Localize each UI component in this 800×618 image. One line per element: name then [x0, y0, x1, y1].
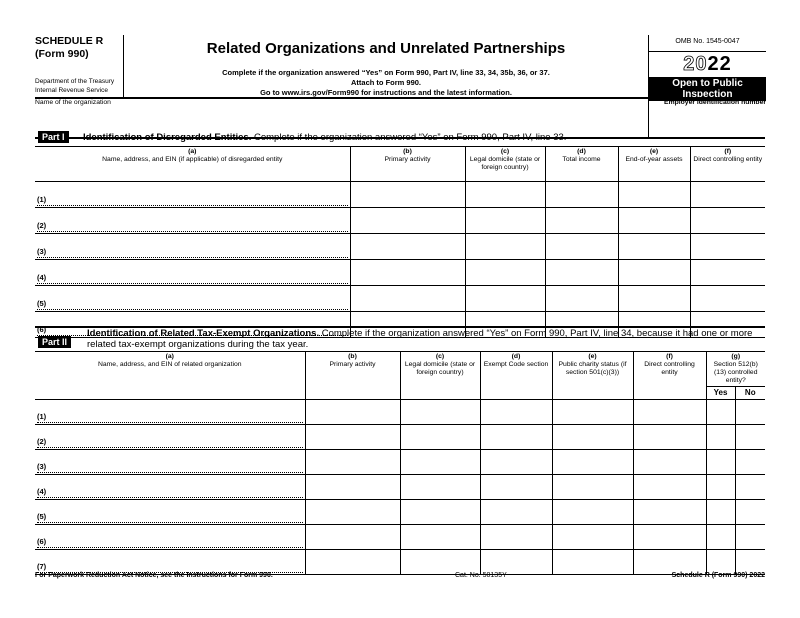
column-title: Name, address, and EIN of related organization	[97, 361, 242, 368]
table-cell[interactable]	[633, 550, 706, 575]
column-title: Public charity status (if section 501(c)(3))	[558, 361, 627, 376]
row-number: (4)	[37, 487, 303, 498]
agency	[35, 77, 114, 95]
column-letter: (c)	[500, 148, 510, 155]
table-row	[35, 400, 765, 425]
name-cell[interactable]	[35, 475, 305, 500]
table-cell[interactable]	[690, 182, 765, 208]
column-header	[552, 352, 633, 400]
table-cell[interactable]	[480, 475, 552, 500]
table-cell[interactable]	[690, 260, 765, 286]
column-header	[350, 147, 465, 182]
column-letter: (a)	[188, 148, 197, 155]
column-letter: (f)	[666, 353, 673, 360]
column-title: Total income	[562, 156, 601, 163]
column-title: Name, address, and EIN (if applicable) of disregarded entity	[102, 156, 283, 163]
table-cell[interactable]	[706, 550, 735, 575]
tax-year	[649, 52, 766, 76]
table-cell[interactable]	[400, 525, 480, 550]
table-row	[35, 550, 765, 575]
name-cell[interactable]	[35, 400, 305, 425]
table-cell[interactable]	[706, 475, 735, 500]
row-number: (3)	[37, 462, 303, 473]
table-cell[interactable]	[706, 400, 735, 425]
part1-heading	[38, 127, 566, 145]
form-number: (Form 990)	[35, 48, 89, 60]
table-cell[interactable]	[545, 208, 618, 234]
table-cell[interactable]	[305, 500, 400, 525]
column-header	[305, 352, 400, 400]
table-cell[interactable]	[305, 400, 400, 425]
form-id-block	[35, 35, 124, 97]
table-cell[interactable]	[706, 450, 735, 475]
row-number: (7)	[37, 562, 303, 573]
table-cell[interactable]	[305, 450, 400, 475]
instruction-line: Go to www.irs.gov/Form990 for instructions and the latest information.	[260, 88, 512, 97]
column-no: No	[735, 387, 765, 400]
row-number: (1)	[37, 412, 303, 423]
column-title: Exempt Code section	[483, 361, 549, 368]
column-title: Legal domicile (state or foreign country)	[469, 156, 541, 171]
row-number: (3)	[37, 247, 348, 258]
column-header	[706, 352, 765, 387]
table-cell[interactable]	[480, 500, 552, 525]
table-cell[interactable]	[633, 525, 706, 550]
part2-label: Part II	[38, 336, 71, 348]
table-cell[interactable]	[400, 550, 480, 575]
table-cell[interactable]	[465, 182, 545, 208]
column-letter: (a)	[165, 353, 174, 360]
badge-line: Inspection	[682, 89, 733, 100]
table-cell[interactable]	[706, 425, 735, 450]
column-letter: (c)	[435, 353, 445, 360]
table-cell[interactable]	[350, 208, 465, 234]
table-cell[interactable]	[633, 500, 706, 525]
table-cell[interactable]	[350, 286, 465, 312]
column-header	[35, 352, 305, 400]
table-cell[interactable]	[552, 450, 633, 475]
column-title: Section 512(b)(13) controlled entity?	[713, 361, 758, 384]
table-cell[interactable]	[618, 208, 690, 234]
table-cell[interactable]	[618, 234, 690, 260]
table-row	[35, 450, 765, 475]
name-cell[interactable]	[35, 182, 350, 208]
form-instructions	[124, 68, 648, 98]
irs-line: Internal Revenue Service	[35, 87, 108, 94]
row-number: (6)	[37, 537, 303, 548]
table-cell[interactable]	[480, 400, 552, 425]
table-cell[interactable]	[690, 234, 765, 260]
paperwork-notice: For Paperwork Reduction Act Notice, see the Instructions for Form 990.	[35, 572, 273, 579]
column-letter: (e)	[649, 148, 659, 155]
column-letter: (g)	[731, 353, 741, 360]
table-cell[interactable]	[480, 450, 552, 475]
form-title: Related Organizations and Unrelated Partnerships	[206, 40, 566, 57]
column-yes: Yes	[706, 387, 735, 400]
column-letter: (b)	[403, 148, 412, 155]
table-cell[interactable]	[350, 260, 465, 286]
header-row	[35, 352, 765, 387]
table-cell[interactable]	[706, 500, 735, 525]
column-header	[618, 147, 690, 182]
row-number: (6)	[37, 325, 348, 336]
table-cell[interactable]	[305, 425, 400, 450]
table-row	[35, 425, 765, 450]
part1-desc: Complete if the organization answered “Yes” on Form 990, Part IV, line 33.	[251, 132, 567, 143]
part1-title: Identification of Disregarded Entities.	[82, 132, 252, 143]
column-title: Primary activity	[329, 361, 376, 368]
table-cell[interactable]	[618, 260, 690, 286]
part2-table	[35, 351, 765, 575]
table-cell[interactable]	[465, 208, 545, 234]
table-cell[interactable]	[480, 525, 552, 550]
column-header	[400, 352, 480, 400]
name-cell[interactable]	[35, 234, 350, 260]
table-row	[35, 182, 765, 208]
table-cell[interactable]	[545, 234, 618, 260]
table-cell[interactable]	[735, 450, 765, 475]
name-cell[interactable]	[35, 260, 350, 286]
ein-label: Employer identification number	[664, 99, 766, 106]
column-header	[35, 147, 350, 182]
table-cell[interactable]	[618, 182, 690, 208]
catalog-number: Cat. No. 50135Y	[455, 572, 507, 579]
name-cell[interactable]	[35, 450, 305, 475]
name-cell[interactable]	[35, 550, 305, 575]
table-row	[35, 260, 765, 286]
table-cell[interactable]	[618, 286, 690, 312]
org-name-label: Name of the organization	[35, 99, 111, 106]
table-cell[interactable]	[690, 286, 765, 312]
table-cell[interactable]	[735, 425, 765, 450]
column-title: End-of-year assets	[625, 156, 683, 163]
table-cell[interactable]	[633, 400, 706, 425]
schedule-name: SCHEDULE R	[35, 35, 104, 47]
year-box	[648, 35, 766, 100]
column-letter: (e)	[588, 353, 597, 360]
year-bold: 22	[707, 53, 732, 75]
table-cell[interactable]	[545, 260, 618, 286]
row-number: (4)	[37, 273, 348, 284]
column-title: Direct controlling entity	[644, 361, 695, 376]
table-cell[interactable]	[480, 425, 552, 450]
table-cell[interactable]	[552, 400, 633, 425]
table-cell[interactable]	[545, 286, 618, 312]
table-cell[interactable]	[552, 500, 633, 525]
column-header	[465, 147, 545, 182]
table-row	[35, 208, 765, 234]
table-cell[interactable]	[545, 182, 618, 208]
table-cell[interactable]	[400, 450, 480, 475]
table-cell[interactable]	[305, 475, 400, 500]
table-cell[interactable]	[633, 450, 706, 475]
table-row	[35, 234, 765, 260]
column-title: Primary activity	[384, 156, 431, 163]
table-cell[interactable]	[735, 550, 765, 575]
name-cell[interactable]	[35, 208, 350, 234]
table-cell[interactable]	[480, 550, 552, 575]
table-cell[interactable]	[735, 500, 765, 525]
column-letter: (f)	[724, 148, 732, 155]
table-cell[interactable]	[305, 525, 400, 550]
year-outline: 20	[683, 53, 708, 75]
table-cell[interactable]	[305, 550, 400, 575]
dept-line: Department of the Treasury	[35, 78, 115, 85]
row-number: (5)	[37, 512, 303, 523]
badge-line: Open to Public	[672, 78, 743, 89]
instruction-line: Attach to Form 990.	[350, 78, 421, 87]
table-row	[35, 286, 765, 312]
table-cell[interactable]	[633, 475, 706, 500]
column-title: Legal domicile (state or foreign country)	[404, 361, 476, 376]
instruction-line: Complete if the organization answered “Yes” on Form 990, Part IV, line 33, 34, 35b, 36, or 37.	[222, 68, 550, 77]
name-cell[interactable]	[35, 525, 305, 550]
column-header	[480, 352, 552, 400]
table-cell[interactable]	[400, 400, 480, 425]
table-cell[interactable]	[735, 475, 765, 500]
table-cell[interactable]	[690, 208, 765, 234]
ein-field[interactable]	[648, 99, 766, 137]
table-row	[35, 475, 765, 500]
omb-number: OMB No. 1545-0047	[649, 35, 766, 52]
table-cell[interactable]	[465, 234, 545, 260]
table-cell[interactable]	[706, 525, 735, 550]
part2-title: Identification of Related Tax-Exempt Organizations.	[87, 328, 320, 339]
row-number: (5)	[37, 299, 348, 310]
table-cell[interactable]	[552, 525, 633, 550]
row-number: (2)	[37, 437, 303, 448]
table-cell[interactable]	[552, 550, 633, 575]
table-cell[interactable]	[400, 500, 480, 525]
table-cell[interactable]	[350, 234, 465, 260]
column-header	[690, 147, 765, 182]
table-cell[interactable]	[735, 400, 765, 425]
column-title: Direct controlling entity	[693, 156, 763, 163]
table-cell[interactable]	[552, 475, 633, 500]
table-cell[interactable]	[735, 525, 765, 550]
row-number: (2)	[37, 221, 348, 232]
table-cell[interactable]	[552, 425, 633, 450]
table-cell[interactable]	[465, 260, 545, 286]
table-cell[interactable]	[633, 425, 706, 450]
table-cell[interactable]	[400, 425, 480, 450]
form-footer-id: Schedule R (Form 990) 2022	[671, 572, 765, 579]
table-row	[35, 525, 765, 550]
table-cell[interactable]	[400, 475, 480, 500]
column-header	[545, 147, 618, 182]
table-cell[interactable]	[350, 182, 465, 208]
column-letter: (b)	[348, 353, 357, 360]
part1-table	[35, 146, 765, 338]
table-row	[35, 500, 765, 525]
row-number: (1)	[37, 195, 348, 206]
name-cell[interactable]	[35, 286, 350, 312]
table-cell[interactable]	[465, 286, 545, 312]
column-header	[633, 352, 706, 400]
part2-heading	[38, 328, 765, 350]
column-letter: (d)	[511, 353, 521, 360]
name-cell[interactable]	[35, 425, 305, 450]
part1-label: Part I	[38, 131, 69, 143]
part2-desc: Complete if the organization answered “Yes” on Form 990, Part IV, line 34, because it had one or more related tax-exempt organizations during the tax year.	[87, 328, 753, 350]
column-letter: (d)	[577, 148, 586, 155]
name-cell[interactable]	[35, 500, 305, 525]
